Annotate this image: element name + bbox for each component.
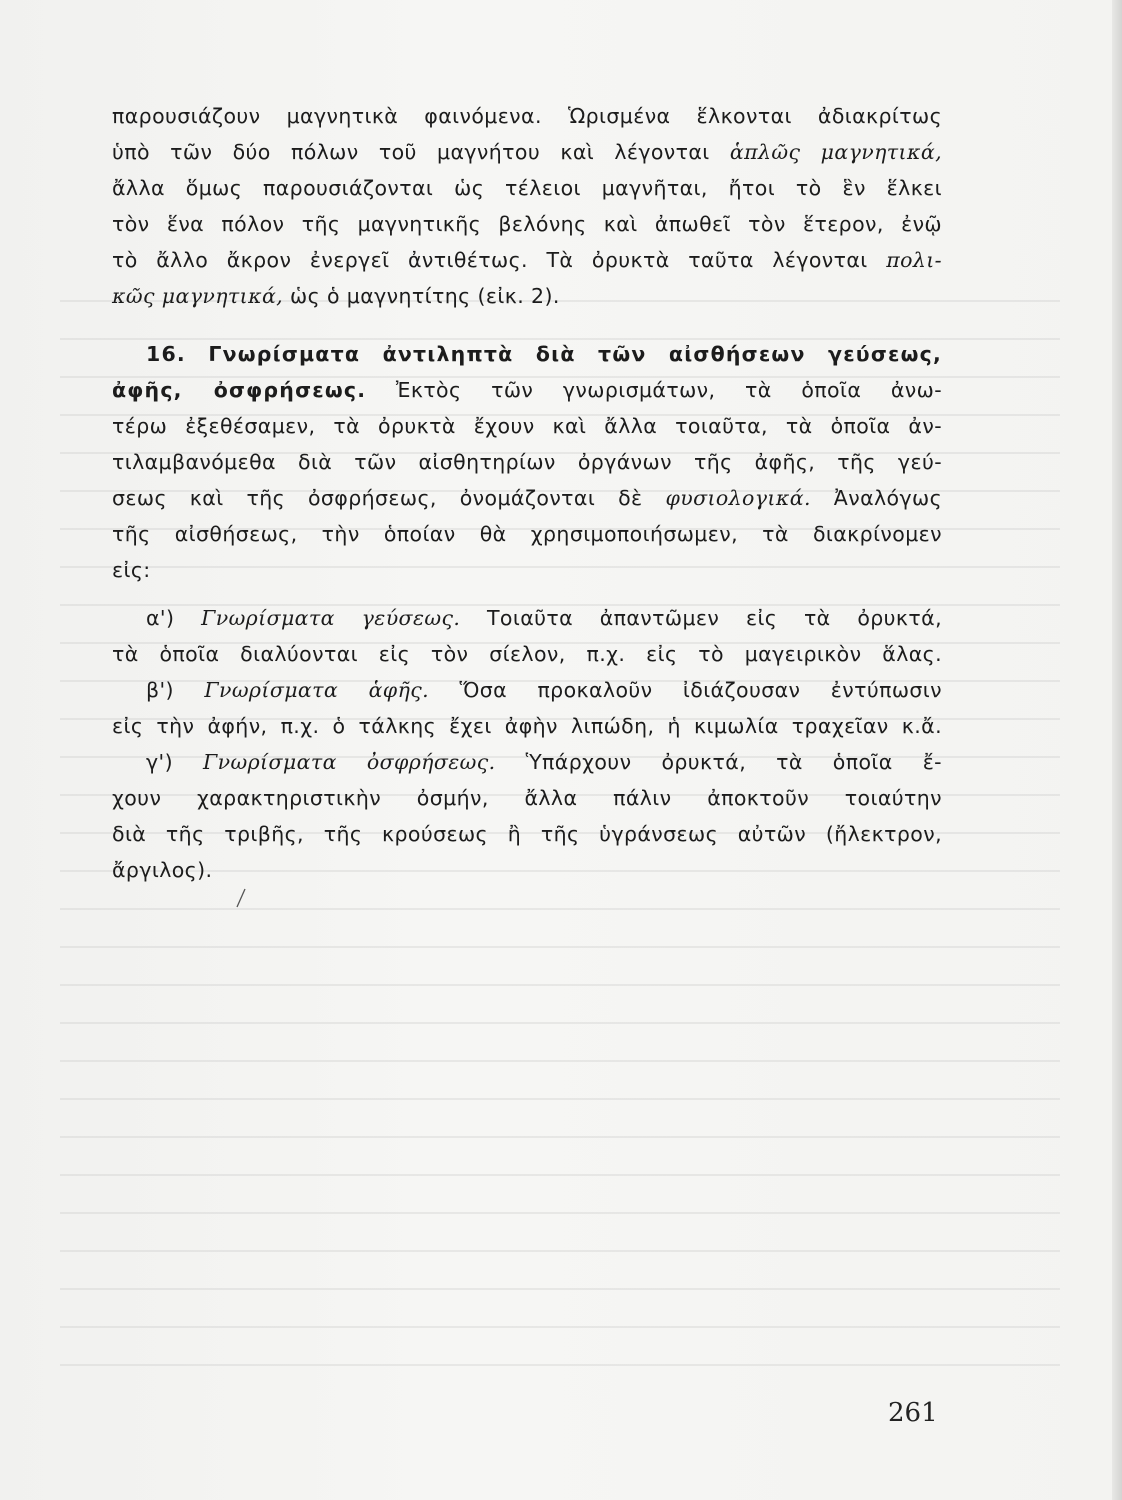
section-heading-continued: ἀφῆς, ὀσφρήσεως. bbox=[112, 378, 367, 402]
body-text bbox=[112, 98, 942, 888]
text-line: χουν χαρακτηριστικὴν ὀσμήν, ἄλλα πάλιν ἀποκτοῦν τοιαύτην bbox=[112, 786, 942, 810]
text-run: τὸ ἄλλο ἄκρον ἐνεργεῖ ἀντιθέτως. Τὰ ὀρυκτὰ ταῦτα λέγονται bbox=[112, 248, 887, 272]
italic-term: Γνωρίσματα γεύσεως. bbox=[201, 606, 461, 630]
text-line bbox=[112, 134, 942, 170]
italic-term: πολι- bbox=[886, 248, 942, 272]
list-marker: γ') bbox=[146, 750, 203, 774]
italic-term: Γνωρίσματα ἁφῆς. bbox=[204, 678, 430, 702]
text-run: ὡς ὁ μαγνητίτης (εἰκ. 2). bbox=[283, 284, 560, 308]
text-run: Ἀναλόγως bbox=[810, 486, 942, 510]
text-line: ἄλλα ὅμως παρουσιάζονται ὡς τέλειοι μαγνῆται, ἤτοι τὸ ἓν ἕλκει bbox=[112, 176, 942, 200]
text-line: τὸν ἕνα πόλον τῆς μαγνητικῆς βελόνης καὶ ἀπωθεῖ τὸν ἕτερον, ἐνῷ bbox=[112, 212, 942, 236]
text-line: διὰ τῆς τριβῆς, τῆς κρούσεως ἢ τῆς ὑγράνσεως αὐτῶν (ἤλεκτρον, bbox=[112, 822, 942, 846]
page-number: 261 bbox=[888, 1398, 938, 1428]
list-marker: β') bbox=[146, 678, 205, 702]
italic-term: κῶς μαγνητικά, bbox=[112, 284, 284, 308]
text-run: σεως καὶ τῆς ὀσφρήσεως, ὀνομάζονται δὲ bbox=[112, 486, 666, 510]
text-line: τέρω ἐξεθέσαμεν, τὰ ὀρυκτὰ ἔχουν καὶ ἄλλα τοιαῦτα, τὰ ὁποῖα ἀν- bbox=[112, 414, 942, 438]
text-run: Ὑπάρχουν ὀρυκτά, τὰ ὁποῖα ἔ- bbox=[495, 750, 942, 774]
text-line: παρουσιάζουν μαγνητικὰ φαινόμενα. Ὡρισμένα ἕλκονται ἀδιακρίτως bbox=[112, 104, 942, 128]
list-item-taste bbox=[112, 600, 942, 636]
text-run: Ἐκτὸς τῶν γνωρισμάτων, τὰ ὁποῖα ἀνω- bbox=[366, 378, 942, 402]
section-heading: 16. Γνωρίσματα ἀντιληπτὰ διὰ τῶν αἰσθήσεων γεύσεως, bbox=[146, 342, 942, 366]
italic-term: ἁπλῶς μαγνητικά, bbox=[729, 140, 942, 164]
list-item-touch bbox=[112, 672, 942, 708]
pencil-mark-icon bbox=[234, 887, 248, 909]
text-line: ἄργιλος). bbox=[112, 858, 213, 882]
italic-term: φυσιολογικά. bbox=[665, 486, 811, 510]
text-line: εἰς τὴν ἀφήν, π.χ. ὁ τάλκης ἔχει ἀφὴν λιπώδη, ἡ κιμωλία τραχεῖαν κ.ἄ. bbox=[112, 714, 942, 738]
list-item-smell bbox=[112, 744, 942, 780]
page-edge bbox=[1112, 0, 1122, 1500]
text-line bbox=[112, 480, 942, 516]
italic-term: Γνωρίσματα ὀσφρήσεως. bbox=[202, 750, 496, 774]
text-line: τιλαμβανόμεθα διὰ τῶν αἰσθητηρίων ὀργάνων τῆς ἀφῆς, τῆς γεύ- bbox=[112, 450, 942, 474]
text-run: Ὅσα προκαλοῦν ἰδιάζουσαν ἐντύπωσιν bbox=[429, 678, 942, 702]
text-line: τῆς αἰσθήσεως, τὴν ὁποίαν θὰ χρησιμοποιήσωμεν, τὰ διακρίνομεν bbox=[112, 522, 942, 546]
text-line bbox=[112, 242, 942, 278]
text-line bbox=[112, 372, 942, 408]
text-line bbox=[112, 278, 942, 314]
text-run: Τοιαῦτα ἀπαντῶμεν εἰς τὰ ὀρυκτά, bbox=[460, 606, 942, 630]
section-heading-line bbox=[112, 336, 942, 372]
list-marker: α') bbox=[146, 606, 202, 630]
text-line: τὰ ὁποῖα διαλύονται εἰς τὸν σίελον, π.χ. εἰς τὸ μαγειρικὸν ἅλας. bbox=[112, 642, 942, 666]
text-line: εἰς: bbox=[112, 558, 151, 582]
text-run: ὑπὸ τῶν δύο πόλων τοῦ μαγνήτου καὶ λέγονται bbox=[112, 140, 730, 164]
